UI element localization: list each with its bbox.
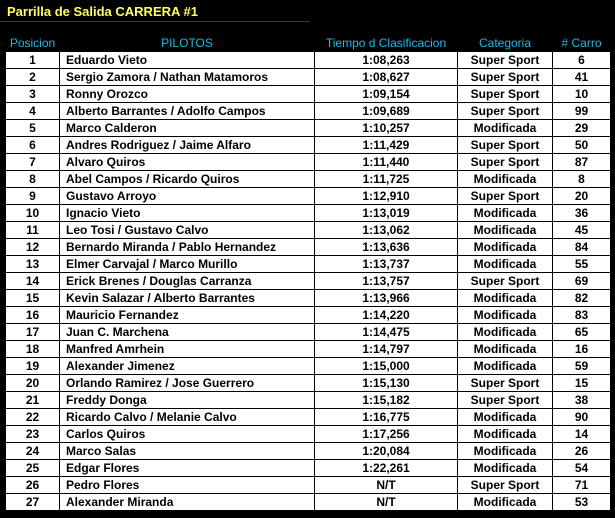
cell-posicion: 3	[6, 86, 60, 103]
cell-categoria: Modificada	[458, 341, 553, 358]
cell-carro: 26	[553, 443, 611, 460]
table-row	[6, 358, 611, 375]
cell-tiempo: 1:13,019	[315, 205, 458, 222]
cell-pilotos: Leo Tosi / Gustavo Calvo	[60, 222, 315, 239]
cell-carro: 8	[553, 171, 611, 188]
cell-pilotos: Alberto Barrantes / Adolfo Campos	[60, 103, 315, 120]
table-row	[6, 409, 611, 426]
cell-carro: 15	[553, 375, 611, 392]
cell-posicion: 4	[6, 103, 60, 120]
cell-pilotos: Marco Calderon	[60, 120, 315, 137]
cell-tiempo: 1:11,725	[315, 171, 458, 188]
cell-carro: 14	[553, 426, 611, 443]
cell-carro: 45	[553, 222, 611, 239]
cell-categoria: Modificada	[458, 171, 553, 188]
cell-tiempo: 1:08,263	[315, 52, 458, 69]
cell-pilotos: Mauricio Fernandez	[60, 307, 315, 324]
cell-categoria: Modificada	[458, 290, 553, 307]
table-row	[6, 375, 611, 392]
cell-carro: 99	[553, 103, 611, 120]
cell-tiempo: 1:09,154	[315, 86, 458, 103]
cell-carro: 71	[553, 477, 611, 494]
cell-posicion: 11	[6, 222, 60, 239]
cell-posicion: 18	[6, 341, 60, 358]
cell-carro: 69	[553, 273, 611, 290]
cell-categoria: Super Sport	[458, 137, 553, 154]
table-row	[6, 307, 611, 324]
cell-pilotos: Andres Rodriguez / Jaime Alfaro	[60, 137, 315, 154]
cell-categoria: Modificada	[458, 239, 553, 256]
cell-tiempo: 1:22,261	[315, 460, 458, 477]
header-carro: # Carro	[553, 35, 611, 52]
cell-carro: 41	[553, 69, 611, 86]
cell-pilotos: Carlos Quiros	[60, 426, 315, 443]
cell-tiempo: 1:13,062	[315, 222, 458, 239]
cell-pilotos: Ronny Orozco	[60, 86, 315, 103]
cell-carro: 36	[553, 205, 611, 222]
header-pilotos: PILOTOS	[60, 35, 315, 52]
cell-tiempo: 1:14,475	[315, 324, 458, 341]
header-categoria: Categoria	[458, 35, 553, 52]
cell-carro: 38	[553, 392, 611, 409]
cell-tiempo: 1:09,689	[315, 103, 458, 120]
cell-carro: 65	[553, 324, 611, 341]
cell-pilotos: Pedro Flores	[60, 477, 315, 494]
cell-posicion: 8	[6, 171, 60, 188]
cell-categoria: Super Sport	[458, 188, 553, 205]
cell-pilotos: Bernardo Miranda / Pablo Hernandez	[60, 239, 315, 256]
cell-pilotos: Orlando Ramirez / Jose Guerrero	[60, 375, 315, 392]
table-row	[6, 392, 611, 409]
cell-posicion: 25	[6, 460, 60, 477]
cell-posicion: 22	[6, 409, 60, 426]
table-row	[6, 494, 611, 511]
cell-categoria: Modificada	[458, 460, 553, 477]
cell-carro: 59	[553, 358, 611, 375]
cell-tiempo: N/T	[315, 477, 458, 494]
cell-categoria: Super Sport	[458, 273, 553, 290]
cell-tiempo: 1:13,737	[315, 256, 458, 273]
cell-carro: 55	[553, 256, 611, 273]
cell-posicion: 19	[6, 358, 60, 375]
cell-categoria: Modificada	[458, 494, 553, 511]
cell-pilotos: Erick Brenes / Douglas Carranza	[60, 273, 315, 290]
cell-posicion: 20	[6, 375, 60, 392]
cell-carro: 16	[553, 341, 611, 358]
cell-tiempo: 1:11,440	[315, 154, 458, 171]
cell-tiempo: 1:15,000	[315, 358, 458, 375]
cell-pilotos: Edgar Flores	[60, 460, 315, 477]
table-row	[6, 205, 611, 222]
table-row	[6, 443, 611, 460]
cell-categoria: Modificada	[458, 205, 553, 222]
table-row	[6, 256, 611, 273]
cell-carro: 20	[553, 188, 611, 205]
cell-pilotos: Freddy Donga	[60, 392, 315, 409]
cell-posicion: 14	[6, 273, 60, 290]
header-row	[6, 35, 611, 52]
cell-categoria: Super Sport	[458, 52, 553, 69]
cell-tiempo: 1:14,797	[315, 341, 458, 358]
cell-posicion: 15	[6, 290, 60, 307]
starting-grid-table	[5, 35, 611, 511]
cell-carro: 87	[553, 154, 611, 171]
page-title: Parrilla de Salida CARRERA #1	[7, 4, 198, 19]
table-row	[6, 103, 611, 120]
table-row	[6, 120, 611, 137]
cell-carro: 82	[553, 290, 611, 307]
cell-categoria: Super Sport	[458, 154, 553, 171]
cell-categoria: Modificada	[458, 324, 553, 341]
cell-tiempo: 1:16,775	[315, 409, 458, 426]
cell-tiempo: 1:15,130	[315, 375, 458, 392]
cell-categoria: Modificada	[458, 307, 553, 324]
cell-pilotos: Ignacio Vieto	[60, 205, 315, 222]
table-row	[6, 154, 611, 171]
cell-pilotos: Kevin Salazar / Alberto Barrantes	[60, 290, 315, 307]
cell-tiempo: 1:14,220	[315, 307, 458, 324]
table-row	[6, 460, 611, 477]
cell-posicion: 26	[6, 477, 60, 494]
cell-posicion: 12	[6, 239, 60, 256]
cell-pilotos: Alvaro Quiros	[60, 154, 315, 171]
cell-carro: 90	[553, 409, 611, 426]
cell-pilotos: Eduardo Vieto	[60, 52, 315, 69]
cell-categoria: Modificada	[458, 120, 553, 137]
cell-categoria: Modificada	[458, 409, 553, 426]
table-row	[6, 239, 611, 256]
cell-posicion: 13	[6, 256, 60, 273]
header-posicion: Posicion	[6, 35, 60, 52]
cell-pilotos: Gustavo Arroyo	[60, 188, 315, 205]
table-row	[6, 273, 611, 290]
cell-tiempo: 1:13,966	[315, 290, 458, 307]
cell-tiempo: 1:12,910	[315, 188, 458, 205]
cell-pilotos: Alexander Miranda	[60, 494, 315, 511]
cell-tiempo: 1:17,256	[315, 426, 458, 443]
table-row	[6, 477, 611, 494]
cell-categoria: Modificada	[458, 222, 553, 239]
cell-pilotos: Alexander Jimenez	[60, 358, 315, 375]
cell-tiempo: 1:15,182	[315, 392, 458, 409]
cell-carro: 10	[553, 86, 611, 103]
cell-carro: 6	[553, 52, 611, 69]
cell-tiempo: 1:13,636	[315, 239, 458, 256]
table-row	[6, 341, 611, 358]
table-row	[6, 290, 611, 307]
table-row	[6, 137, 611, 154]
cell-categoria: Super Sport	[458, 375, 553, 392]
cell-pilotos: Sergio Zamora / Nathan Matamoros	[60, 69, 315, 86]
cell-posicion: 23	[6, 426, 60, 443]
cell-categoria: Modificada	[458, 358, 553, 375]
cell-posicion: 17	[6, 324, 60, 341]
cell-posicion: 7	[6, 154, 60, 171]
table-row	[6, 52, 611, 69]
cell-posicion: 1	[6, 52, 60, 69]
cell-carro: 54	[553, 460, 611, 477]
cell-posicion: 16	[6, 307, 60, 324]
cell-tiempo: 1:11,429	[315, 137, 458, 154]
cell-posicion: 5	[6, 120, 60, 137]
cell-pilotos: Ricardo Calvo / Melanie Calvo	[60, 409, 315, 426]
cell-carro: 84	[553, 239, 611, 256]
cell-tiempo: 1:13,757	[315, 273, 458, 290]
cell-posicion: 27	[6, 494, 60, 511]
cell-categoria: Modificada	[458, 256, 553, 273]
cell-tiempo: N/T	[315, 494, 458, 511]
cell-pilotos: Elmer Carvajal / Marco Murillo	[60, 256, 315, 273]
table-row	[6, 188, 611, 205]
table-row	[6, 324, 611, 341]
cell-posicion: 21	[6, 392, 60, 409]
cell-pilotos: Juan C. Marchena	[60, 324, 315, 341]
cell-categoria: Super Sport	[458, 69, 553, 86]
cell-tiempo: 1:08,627	[315, 69, 458, 86]
table-body	[6, 52, 611, 511]
header-tiempo: Tiempo d Clasificacion	[315, 35, 458, 52]
cell-categoria: Super Sport	[458, 103, 553, 120]
cell-pilotos: Marco Salas	[60, 443, 315, 460]
cell-categoria: Modificada	[458, 426, 553, 443]
table-row	[6, 69, 611, 86]
table-row	[6, 171, 611, 188]
cell-categoria: Modificada	[458, 443, 553, 460]
cell-pilotos: Abel Campos / Ricardo Quiros	[60, 171, 315, 188]
cell-categoria: Super Sport	[458, 86, 553, 103]
cell-categoria: Super Sport	[458, 392, 553, 409]
cell-carro: 53	[553, 494, 611, 511]
cell-tiempo: 1:20,084	[315, 443, 458, 460]
cell-categoria: Super Sport	[458, 477, 553, 494]
cell-posicion: 9	[6, 188, 60, 205]
table-row	[6, 86, 611, 103]
cell-posicion: 10	[6, 205, 60, 222]
cell-posicion: 2	[6, 69, 60, 86]
title-divider	[0, 21, 310, 22]
cell-carro: 29	[553, 120, 611, 137]
cell-posicion: 6	[6, 137, 60, 154]
cell-pilotos: Manfred Amrhein	[60, 341, 315, 358]
cell-carro: 83	[553, 307, 611, 324]
cell-carro: 50	[553, 137, 611, 154]
cell-tiempo: 1:10,257	[315, 120, 458, 137]
table-row	[6, 222, 611, 239]
table-row	[6, 426, 611, 443]
cell-posicion: 24	[6, 443, 60, 460]
